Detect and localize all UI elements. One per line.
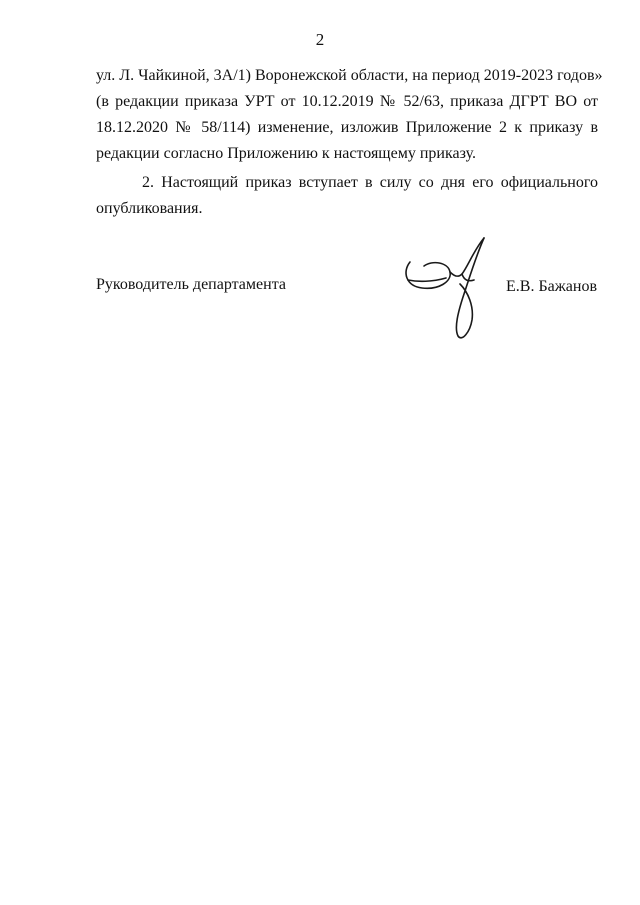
paragraph-line: 2. Настоящий приказ вступает в силу со дня его официального: [142, 174, 598, 191]
signature-icon: [398, 232, 498, 344]
paragraph-amendment: [96, 63, 603, 167]
paragraph-line: редакции согласно Приложению к настоящему приказу.: [96, 145, 476, 162]
page-number: 2: [315, 30, 325, 49]
signatory-name: Е.В. Бажанов: [506, 278, 598, 295]
paragraph-line: (в редакции приказа УРТ от 10.12.2019 № 52/63, приказа ДГРТ ВО от: [96, 93, 598, 110]
signatory-title: Руководитель департамента: [96, 276, 286, 293]
paragraph-line: опубликования.: [96, 200, 203, 217]
paragraph-line: 18.12.2020 № 58/114) изменение, изложив Приложение 2 к приказу в: [96, 119, 598, 136]
paragraph-line: ул. Л. Чайкиной, 3А/1) Воронежской области, на период 2019-2023 годов»: [96, 67, 603, 84]
paragraph-effective-date: [96, 170, 598, 222]
